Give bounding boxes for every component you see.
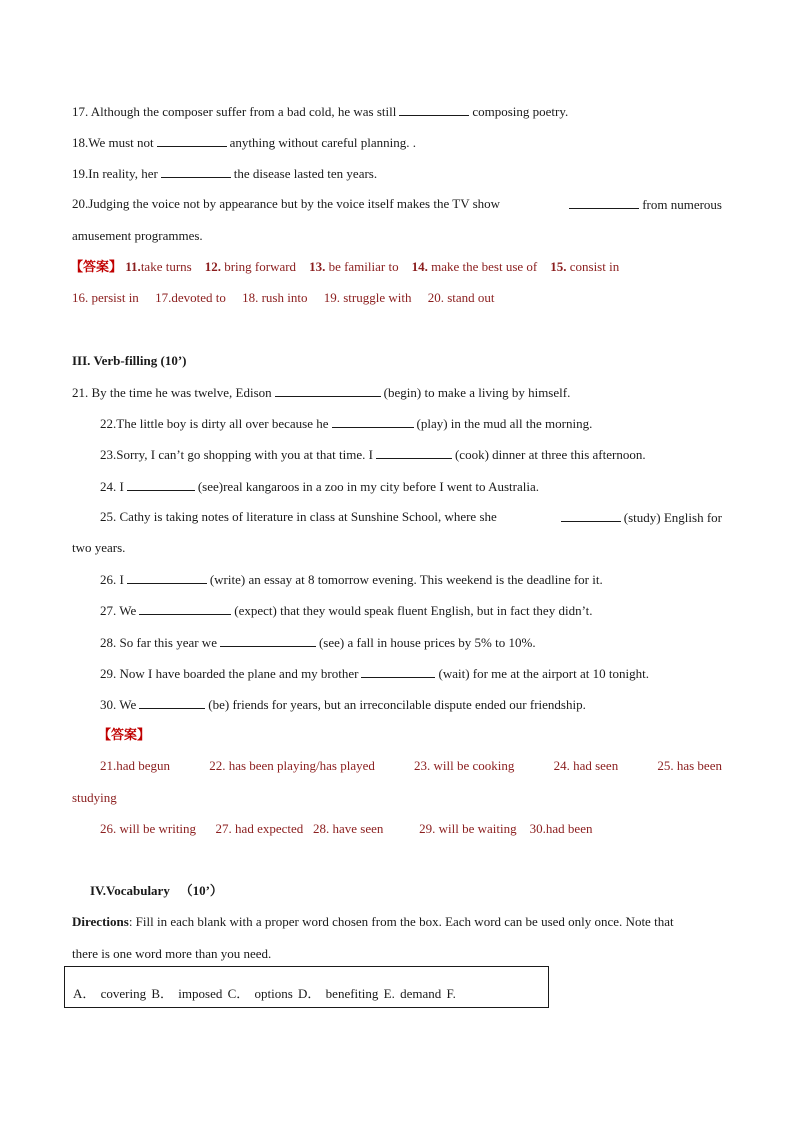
answer-blank[interactable] <box>161 165 231 178</box>
question-text: 21. By the time he was twelve, Edison <box>72 385 272 400</box>
answer-text: 17.devoted to <box>155 290 226 305</box>
answer-text: 28. have seen <box>313 821 384 836</box>
directions-continued: there is one word more than you need. <box>72 946 272 961</box>
answer-text: 23. will be cooking <box>414 758 515 773</box>
answer-blank[interactable] <box>127 478 195 491</box>
question-text: (expect) that they would speak fluent English, but in fact they didn’t. <box>234 603 593 618</box>
word-options: A． covering B． imposed C． options D． benefiting E. demand F. <box>73 986 456 1001</box>
answer-text: 21.had begun <box>100 758 171 773</box>
section-title: III. Verb-filling (10’) <box>72 353 187 368</box>
answer-text: 18. rush into <box>242 290 308 305</box>
question-27 <box>100 602 593 619</box>
question-text: 22.The little boy is dirty all over because he <box>100 416 329 431</box>
question-21 <box>72 384 570 401</box>
question-text: 28. So far this year we <box>100 635 217 650</box>
question-18 <box>72 134 416 151</box>
question-29 <box>100 665 649 682</box>
question-text: anything without careful planning. . <box>229 135 416 150</box>
answer-blank[interactable] <box>157 134 227 147</box>
answer-text: 26. will be writing <box>100 821 197 836</box>
question-text: (study) English for <box>623 510 722 525</box>
question-text: 19.In reality, her <box>72 166 158 181</box>
answer-blank[interactable] <box>332 415 414 428</box>
question-text: (wait) for me at the airport at 10 tonight. <box>438 666 649 681</box>
question-text: (be) friends for years, but an irreconcilable dispute ended our friendship. <box>208 697 586 712</box>
section-4-heading <box>90 883 223 899</box>
answer-blank[interactable] <box>399 103 469 116</box>
answer-number: 11. <box>125 259 141 274</box>
answer-blank[interactable] <box>139 602 231 615</box>
answer-text: 30.had been <box>529 821 593 836</box>
answer-text: bring forward <box>224 259 297 274</box>
answer-number: 12. <box>204 259 221 274</box>
answer-blank[interactable] <box>569 196 639 209</box>
question-20-continued: amusement programmes. <box>72 228 203 243</box>
answer-text: be familiar to <box>328 259 399 274</box>
question-text: (see)real kangaroos in a zoo in my city before I went to Australia. <box>197 479 539 494</box>
question-28 <box>100 634 536 651</box>
question-text: 24. I <box>100 479 124 494</box>
answer-blank[interactable] <box>139 696 205 709</box>
question-text: (begin) to make a living by himself. <box>383 385 571 400</box>
question-25-continued: two years. <box>72 540 126 555</box>
question-text: the disease lasted ten years. <box>233 166 378 181</box>
word-box <box>64 966 549 1008</box>
question-text: from numerous <box>642 197 722 212</box>
answer-tag: 【答案】 <box>98 727 151 742</box>
question-text: 29. Now I have boarded the plane and my brother <box>100 666 359 681</box>
answer-text: 20. stand out <box>427 290 495 305</box>
question-24 <box>100 478 539 495</box>
question-19 <box>72 165 377 182</box>
answer-text: 29. will be waiting <box>419 821 517 836</box>
question-text: (see) a fall in house prices by 5% to 10%. <box>318 635 536 650</box>
question-text: composing poetry. <box>472 104 569 119</box>
question-23 <box>100 446 646 463</box>
answer-text: take turns <box>140 259 192 274</box>
answer-text: 24. had seen <box>553 758 619 773</box>
answer-number: 13. <box>309 259 326 274</box>
question-text: (write) an essay at 8 tomorrow evening. This weekend is the deadline for it. <box>209 572 603 587</box>
answer-blank[interactable] <box>220 634 316 647</box>
question-text: (cook) dinner at three this afternoon. <box>454 447 646 462</box>
answer-blank[interactable] <box>275 384 381 397</box>
answer-tag: 【答案】 <box>70 259 123 274</box>
question-text: 23.Sorry, I can’t go shopping with you at that time. I <box>100 447 373 462</box>
question-30 <box>100 696 586 713</box>
answer-row-16-20 <box>72 290 495 306</box>
question-25 <box>100 509 722 526</box>
answer-text: 25. has been <box>657 758 722 773</box>
answer-text: consist in <box>569 259 620 274</box>
question-text: 20.Judging the voice not by appearance but by the voice itself makes the TV show <box>72 196 501 211</box>
answer-text: 19. struggle with <box>323 290 412 305</box>
answer-text-continued: studying <box>72 790 117 805</box>
answer-blank[interactable] <box>561 509 621 522</box>
question-text: (play) in the mud all the morning. <box>416 416 593 431</box>
question-26 <box>100 571 603 588</box>
answer-row-26-30 <box>100 821 592 837</box>
question-text: 18.We must not <box>72 135 154 150</box>
question-text: 17. Although the composer suffer from a bad cold, he was still <box>72 104 397 119</box>
question-text: 25. Cathy is taking notes of literature in class at Sunshine School, where she <box>100 509 497 524</box>
answer-blank[interactable] <box>127 571 207 584</box>
answer-row-11-15 <box>70 259 619 275</box>
answer-text: 22. has been playing/has played <box>209 758 375 773</box>
question-22 <box>100 415 592 432</box>
answer-text: make the best use of <box>431 259 538 274</box>
section-title: IV.Vocabulary <box>90 883 170 898</box>
directions-text: : Fill in each blank with a proper word chosen from the box. Each word can be used only once. Note that <box>128 914 674 929</box>
directions-label: Directions <box>72 914 129 929</box>
section-points: （10’） <box>179 883 223 898</box>
answer-row-21-25 <box>100 758 722 774</box>
question-text: 27. We <box>100 603 137 618</box>
answer-number: 14. <box>411 259 428 274</box>
question-text: 26. I <box>100 572 124 587</box>
answer-text: 27. had expected <box>215 821 304 836</box>
question-17 <box>72 103 568 120</box>
answer-blank[interactable] <box>361 665 435 678</box>
directions <box>72 914 674 930</box>
answer-text: 16. persist in <box>72 290 139 305</box>
answer-blank[interactable] <box>376 446 452 459</box>
question-20 <box>72 196 722 213</box>
question-text: 30. We <box>100 697 137 712</box>
answer-number: 15. <box>550 259 567 274</box>
